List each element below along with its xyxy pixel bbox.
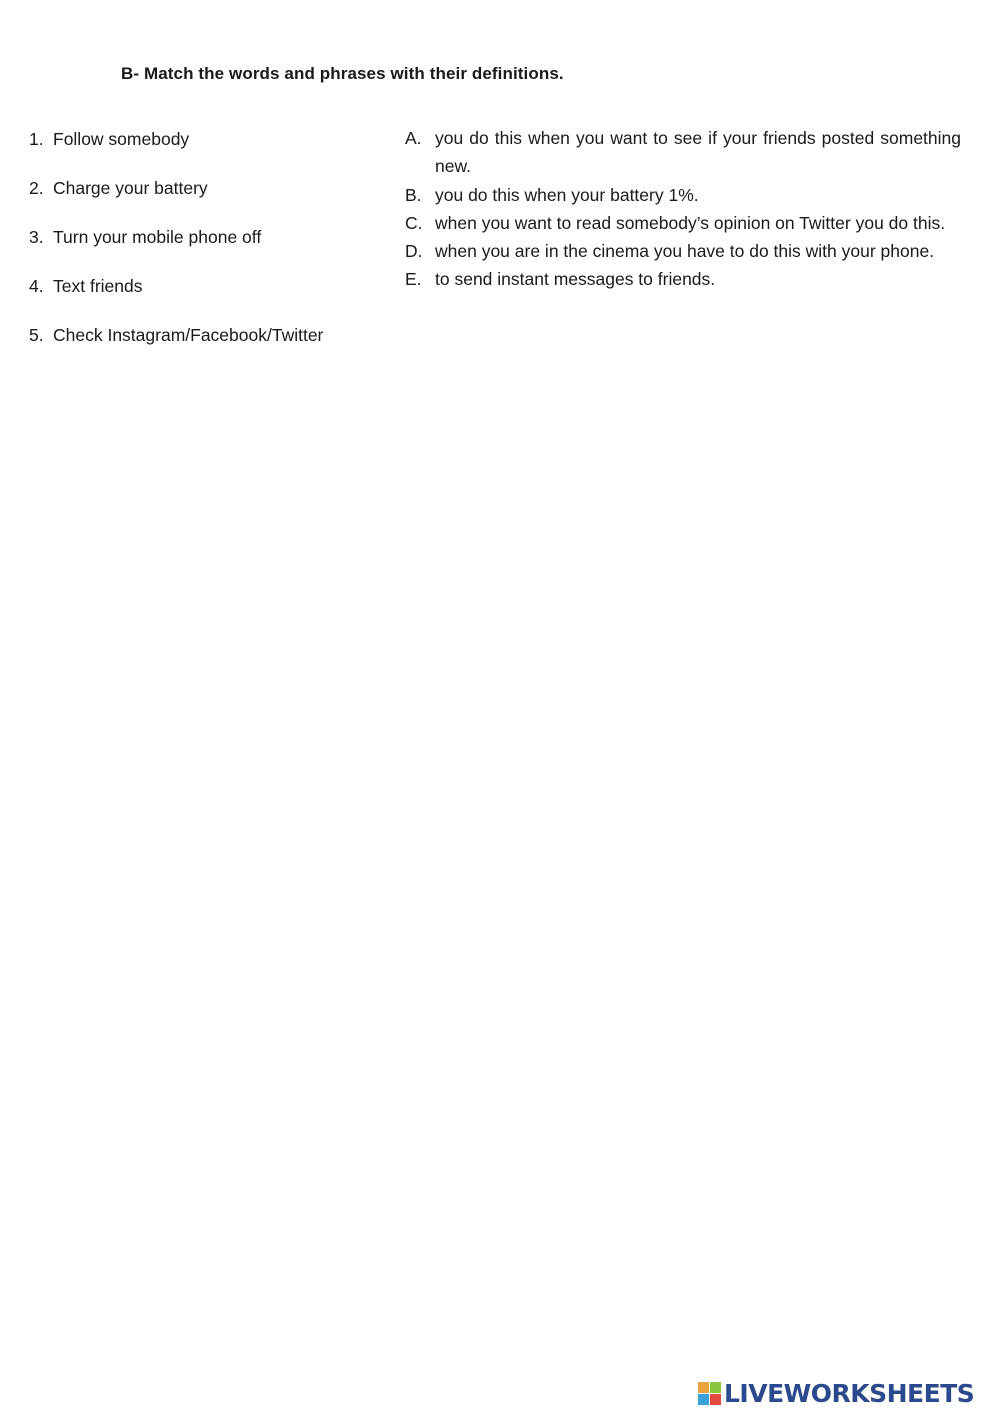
logo-square-v: [698, 1394, 709, 1405]
phrase-item-2: [29, 175, 389, 224]
phrase-text: Check Instagram/Facebook/Twitter: [53, 325, 324, 345]
logo-text: LIVEWORKSHEETS: [724, 1379, 975, 1408]
phrase-list: [29, 126, 389, 371]
phrase-item-5: [29, 322, 389, 371]
definition-item-d: [405, 237, 961, 265]
phrase-item-4: [29, 273, 389, 322]
definition-item-a: [405, 124, 961, 181]
definition-item-c: [405, 209, 961, 237]
phrase-text: Follow somebody: [53, 129, 190, 149]
logo-mark-icon: [698, 1382, 722, 1406]
definition-text: you do this when you want to see if your friends posted something new.: [435, 128, 961, 177]
phrase-number: 4.: [29, 276, 44, 296]
phrase-number: 5.: [29, 325, 44, 345]
definition-text: to send instant messages to friends.: [435, 269, 716, 290]
definition-letter: D.: [405, 241, 423, 262]
definition-letter: A.: [405, 128, 422, 148]
phrase-text: Turn your mobile phone off: [53, 227, 262, 247]
logo-square-e: [710, 1394, 721, 1405]
definition-text: you do this when your battery 1%.: [435, 184, 699, 205]
phrase-number: 3.: [29, 227, 44, 247]
logo-square-l: [698, 1382, 709, 1393]
phrase-number: 1.: [29, 129, 44, 149]
definition-item-b: [405, 181, 961, 209]
phrase-item-1: [29, 126, 389, 175]
phrase-text: Charge your battery: [53, 178, 208, 198]
liveworksheets-logo[interactable]: [698, 1379, 974, 1408]
definition-text: when you want to read somebody’s opinion on Twitter you do this.: [435, 212, 946, 233]
logo-square-i: [710, 1382, 721, 1393]
phrase-number: 2.: [29, 178, 44, 198]
definition-item-e: [405, 265, 961, 293]
definition-letter: E.: [405, 269, 422, 290]
definition-list: [405, 124, 961, 294]
phrase-text: Text friends: [53, 276, 143, 296]
definition-letter: C.: [405, 212, 423, 233]
definition-text: when you are in the cinema you have to do this with your phone.: [435, 241, 935, 262]
exercise-heading: B- Match the words and phrases with their definitions.: [121, 64, 564, 83]
definition-letter: B.: [405, 184, 422, 205]
phrase-item-3: [29, 224, 389, 273]
